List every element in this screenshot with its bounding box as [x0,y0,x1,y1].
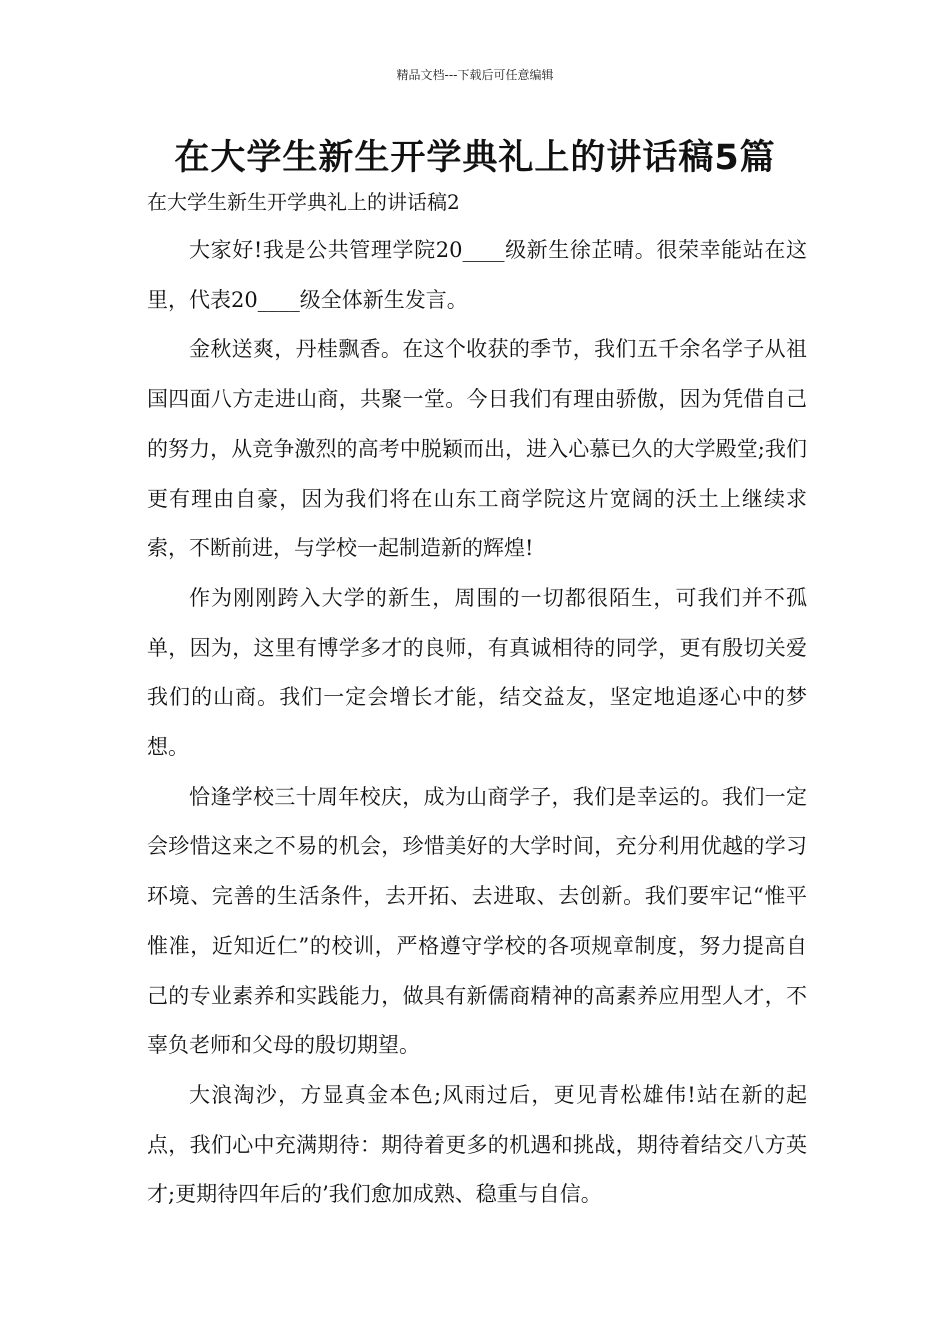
paragraph: 大浪淘沙，方显真金本色;风雨过后，更见青松雄伟!站在新的起点，我们心中充满期待：期待着更多的机遇和挑战，期待着结交八方英才;更期待四年后的’我们愈加成熟、稳重与自信。 [147,1082,807,1207]
paragraph: 金秋送爽，丹桂飘香。在这个收获的季节，我们五千余名学子从祖国四面八方走进山商，共聚一堂。今日我们有理由骄傲，因为凭借自己的努力，从竞争激烈的高考中脱颖而出，进入心慕已久的大学殿堂;我们更有理由自豪，因为我们将在山东工商学院这片宽阔的沃土上继续求索，不断前进，与学校一起制造新的辉煌! [147,337,807,561]
document-title: 在大学生新生开学典礼上的讲话稿5篇 [174,138,776,178]
document-subtitle: 在大学生新生开学典礼上的讲话稿2 [147,190,460,214]
header-note: 精品文档---下载后可任意编辑 [396,68,554,82]
document-body [147,226,807,1220]
paragraph: 大家好!我是公共管理学院20____级新生徐芷晴。很荣幸能站在这里，代表20____级全体新生发言。 [147,238,807,312]
paragraph: 恰逢学校三十周年校庆，成为山商学子，我们是幸运的。我们一定会珍惜这来之不易的机会，珍惜美好的大学时间，充分利用优越的学习环境、完善的生活条件，去开拓、去进取、去创新。我们要牢记“惟平惟准，近知近仁”的校训，严格遵守学校的各项规章制度，努力提高自己的专业素养和实践能力，做具有新儒商精神的高素养应用型人才，不辜负老师和父母的殷切期望。 [147,784,807,1058]
paragraph: 作为刚刚跨入大学的新生，周围的一切都很陌生，可我们并不孤单，因为，这里有博学多才的良师，有真诚相待的同学，更有殷切关爱我们的山商。我们一定会增长才能，结交益友，坚定地追逐心中的梦想。 [147,585,807,760]
